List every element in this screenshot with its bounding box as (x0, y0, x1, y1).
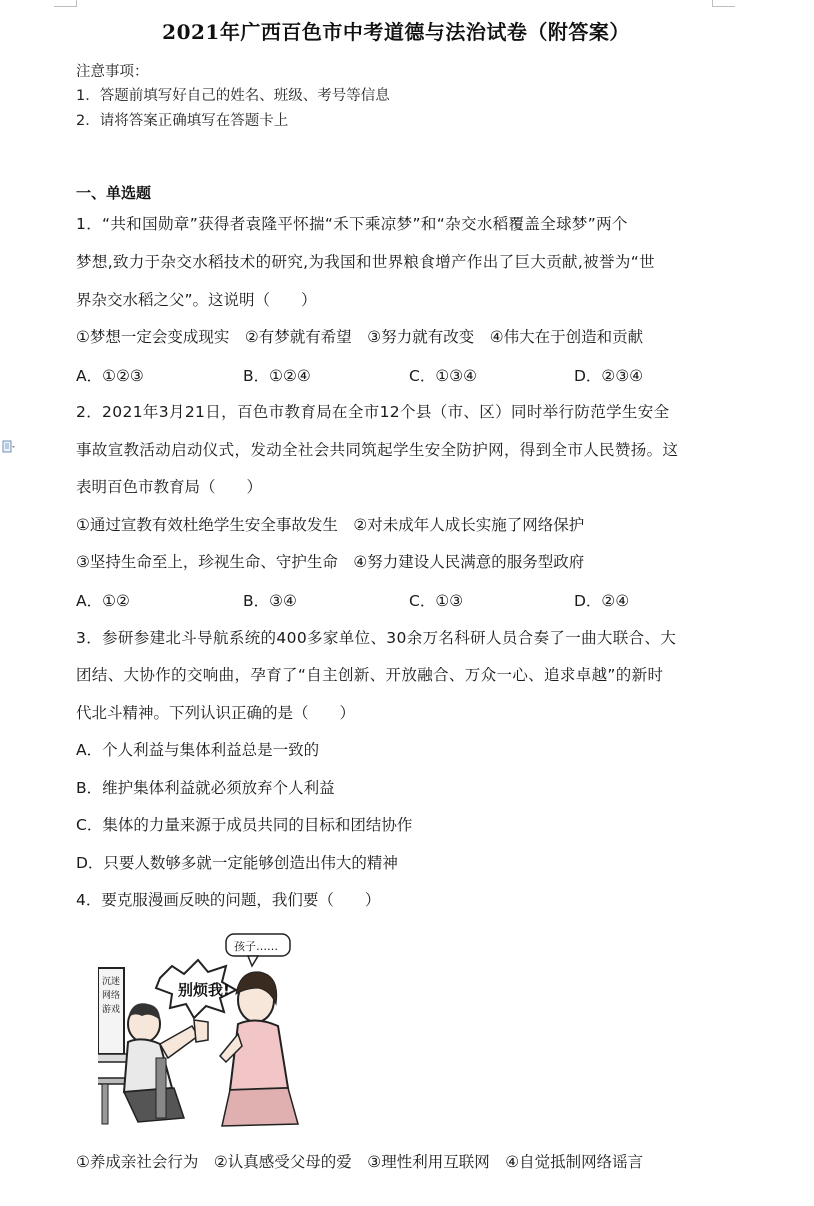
comic-illustration (98, 928, 306, 1128)
speech-bubble (226, 934, 290, 966)
mother-figure (220, 972, 298, 1126)
option-c: C．①③ (409, 592, 464, 610)
option-c: C．集体的力量来源于成员共同的目标和团结协作 (76, 816, 413, 834)
question-4-statements: ①养成亲社会行为 ②认真感受父母的爱 ③理性利用互联网 ④自觉抵制网络谣言 (76, 1153, 644, 1171)
page-corner-mark-left (54, 0, 77, 7)
option-d: D．②④ (574, 592, 630, 610)
question-2-line: 事故宣教活动启动仪式，发动全社会共同筑起学生安全防护网，得到全市人民赞扬。这 (76, 441, 679, 459)
question-2-options (76, 589, 716, 611)
notes-item: 1．答题前填写好自己的姓名、班级、考号等信息 (76, 88, 390, 104)
question-4-stem: 4．要克服漫画反映的问题，我们要（ ） (76, 891, 381, 909)
option-b: B．③④ (243, 592, 297, 610)
option-a: A．①②③ (76, 367, 144, 385)
section-heading: 一、单选题 (76, 184, 152, 202)
comic-screen-text-3: 游戏 (102, 1005, 121, 1015)
option-b: B．维护集体利益就必须放弃个人利益 (76, 779, 335, 797)
option-a: A．个人利益与集体利益总是一致的 (76, 741, 320, 759)
shout-bubble (156, 960, 236, 1018)
option-c: C．①③④ (409, 367, 478, 385)
document-icon[interactable] (2, 440, 16, 454)
question-2-statements: ③坚持生命至上，珍视生命、守护生命 ④努力建设人民满意的服务型政府 (76, 553, 585, 571)
question-1-line: 梦想,致力于杂交水稻技术的研究,为我国和世界粮食增产作出了巨大贡献,被誉为“世 (76, 253, 655, 271)
question-3-line: 3．参研参建北斗导航系统的400多家单位、30余万名科研人员合奏了一曲大联合、大 (76, 629, 677, 647)
question-1-line: 1．“共和国勋章”获得者袁隆平怀揣“禾下乘凉梦”和“杂交水稻覆盖全球梦”两个 (76, 215, 628, 233)
page-corner-mark-right (712, 0, 735, 7)
comic-speech-text: 孩子…… (234, 940, 278, 953)
question-2-statements: ①通过宣教有效杜绝学生安全事故发生 ②对未成年人成长实施了网络保护 (76, 516, 585, 534)
option-b: B．①②④ (243, 367, 311, 385)
question-3-line: 代北斗精神。下列认识正确的是（ ） (76, 704, 356, 722)
computer-monitor (98, 968, 128, 1062)
option-a: A．①② (76, 592, 130, 610)
notes-item: 2．请将答案正确填写在答题卡上 (76, 113, 289, 129)
question-3-line: 团结、大协作的交响曲，孕育了“自主创新、开放融合、万众一心、追求卓越”的新时 (76, 666, 664, 684)
question-2-line: 表明百色市教育局（ ） (76, 478, 263, 496)
notes-heading: 注意事项： (76, 64, 149, 80)
comic-screen-text-2: 网络 (102, 991, 121, 1001)
option-d: D．只要人数够多就一定能够创造出伟大的精神 (76, 854, 398, 872)
question-1-statements: ①梦想一定会变成现实 ②有梦就有希望 ③努力就有改变 ④伟大在于创造和贡献 (76, 328, 644, 346)
question-1-options (76, 364, 716, 386)
document-title: 2021年广西百色市中考道德与法治试卷（附答案） (162, 20, 630, 44)
question-1-line: 界杂交水稻之父”。这说明（ ） (76, 291, 317, 309)
comic-screen-text-1: 沉迷 (102, 977, 121, 987)
comic-shout-text: 别烦我! (178, 981, 230, 999)
question-2-line: 2．2021年3月21日，百色市教育局在全市12个县（市、区）同时举行防范学生安全 (76, 403, 670, 421)
option-d: D．②③④ (574, 367, 644, 385)
